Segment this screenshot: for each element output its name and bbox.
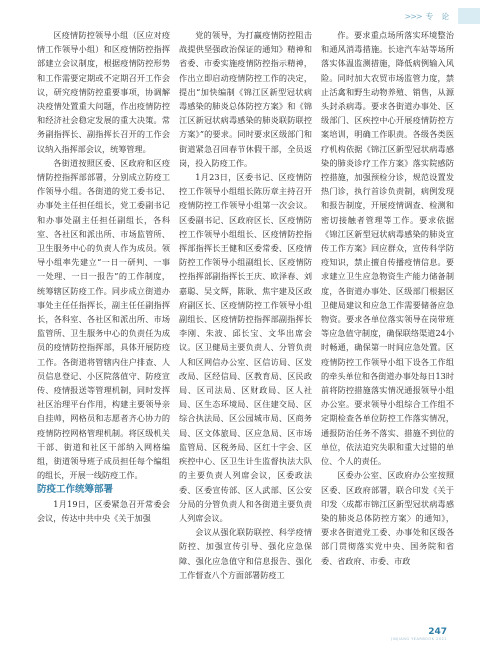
section-heading: 防疫工作统筹部署 xyxy=(37,483,114,495)
paragraph-jan19-meeting: 1月19日，区委紧急召开常委会会议，传达中共中央《关于加强 xyxy=(37,498,170,523)
page-header xyxy=(405,8,453,24)
text-column-1 xyxy=(37,28,170,525)
paragraph-leadership-meetings: 区疫情防控领导小组（区应对疫情工作领导小组）和区疫情防控指挥部建立会议制度，根据疫情防控形势和工作需要定期或不定期召开工作会议，研究疫情防控重要事项，协调解决疫情处置重大问题，作出疫情防控和经济社会稳定发展的重大决策。常务副指挥长、副指挥长召开的工作会议纳入指挥部会议，统筹管理。 xyxy=(37,30,170,154)
paragraph-prevention-measures: 作。要求重点场所落实环境整治和通风消毒措施。长途汽车站等场所落实体温监测措施，降低病例输入风险。同时加大农贸市场监管力度，禁止活禽和野生动物养殖、销售，从源头封杀病毒。要求各街道办事处、区级部门、区疾控中心开展疫情防控方案培训，明确工作职责。各级各类医疗机构依据《锦江区新型冠状病毒感染的肺炎诊疗工作方案》落实院感防控措施，加强预检分诊，规范设置发热门诊，执行首诊负责制，病例发现和报告制度，开展疫情调查、检测和密切接触者管理等工作。要求依据《锦江区新型冠状病毒感染的肺炎宣传工作方案》回应群众，宣传科学防疫知识，禁止擅自传播疫情信息。要求建立卫生应急物资生产能力储备制度，各街道办事处、区级部门根据区卫健局建议和应急工作需要储备应急物资。要求各单位落实领导在岗带班等应急值守制度，确保联络渠道24小时畅通，确保第一时间应急处置。区疫情防控工作领导小组下设各工作组的牵头单位和各街道办事处每日13时前将防控措施落实情况通报领导小组办公室。要求领导小组综合工作组不定期检查各单位防控工作落实情况，通报防治任务不落实、措施不到位的单位，依法追究失职和重大过错的单位、个人的责任。 xyxy=(321,30,454,467)
header-arrows: >>> xyxy=(404,11,422,21)
paragraph-street-leadership: 各街道按照区委、区政府和区疫情防控指挥部部署，分别成立防疫工作领导小组。各街道的党工委书记、办事处主任担任组长，党工委副书记和办事处副主任担任副组长，各科室、各社区和派出所、市场监管所、卫生服务中心的负责人作为成员。领导小组率先建立“一日一研判、一事一处理、一日一报告”的工作制度，统筹辖区防疫工作。同步成立街道办事处主任任指挥长，副主任任副指挥长，各科室、各社区和派出所、市场监管所、卫生服务中心的负责任为成员的疫情防控指挥部，具体开展防疫工作。各街道将管辖内住户排查、人员信息登记、小区院落值守、防疫宣传、疫情报送等管理机制，同时发挥社区治理平台作用，构建主要领导亲自挂帅，网格员和志愿者齐心协力的疫情防控网格管理机制。将区级机关干部、街道和社区干部纳入网格编组，街道领导班子成员担任每个编组的组长，开展一线防疫工作。 xyxy=(37,157,170,481)
paragraph-jan23-meeting: 1月23日，区委书记、区疫情防控工作领导小组组长陈历章主持召开疫情防控工作领导小组第一次会议。区委副书记、区政府区长、区疫情防控工作领导小组组长、区疫情防控指挥部指挥长王健和区委常委、区疫情防控工作领导小组副组长、区疫情防控指挥部副指挥长王庆、欧泽春、刘嘉聪、吴文辉，陈耿、焦宇建及区政府副区长、区疫情防控工作领导小组副组长、区疫情防控指挥部副指挥长李刚、朱波、邱长宝、文华出席会议。区卫健局主要负责人、分管负责人和区网信办公室、区信访局、区发改局、区经信局、区教育局、区民政局、区司法局、区财政局、区人社局、区生态环境局、区住建交局、区综合执法局、区公园城市局、区商务局、区文体旅局、区应急局、区市场监管局、区税务局、区红十字会、区疾控中心、区卫生计生监督执法大队的主要负责人列席会议，区委政法委、区委宣传部、区人武部、区公安分局的分管负责人和各街道主要负责人列席会议。 xyxy=(179,172,312,523)
page-footer xyxy=(391,627,447,641)
text-column-3 xyxy=(321,28,454,568)
journal-name: JINJIANG YEARBOOK 2021 xyxy=(391,637,447,641)
text-column-2 xyxy=(179,28,312,582)
section-label: 专 论 xyxy=(425,11,452,21)
paragraph-office-notice: 区委办公室、区政府办公室按照区委、区政府部署，联合印发《关于印发〈成都市锦江区新型冠状病毒感染的肺炎总体防控方案〉的通知》，要求各街道党工委、办事处和区级各部门贯彻落实党中央、国务院和省委、省政府、市委、市政 xyxy=(321,470,454,566)
page-number: 247 xyxy=(428,627,447,637)
paragraph-party-leadership: 党的领导，为打赢疫情防控阻击战提供坚强政治保证的通知》精神和省委、市委实施疫情防控指示精神，作出立即启动疫情防控工作的决定，提出“加快编制《锦江区新型冠状病毒感染的肺炎总体防控方案》和《锦江区新冠状病毒感染的肺炎联防联控方案》”的要求。同时要求区级部门和街道紧急召回春节休假干部，全员返岗，投入防疫工作。 xyxy=(179,30,312,168)
header-tab-decoration xyxy=(458,8,480,24)
paragraph-meeting-deployment: 会议从强化联防联控、科学疫情防控、加强宣传引导、强化应急保障、强化应急值守和信息报告、强化工作督查八个方面部署防疫工 xyxy=(179,527,312,580)
